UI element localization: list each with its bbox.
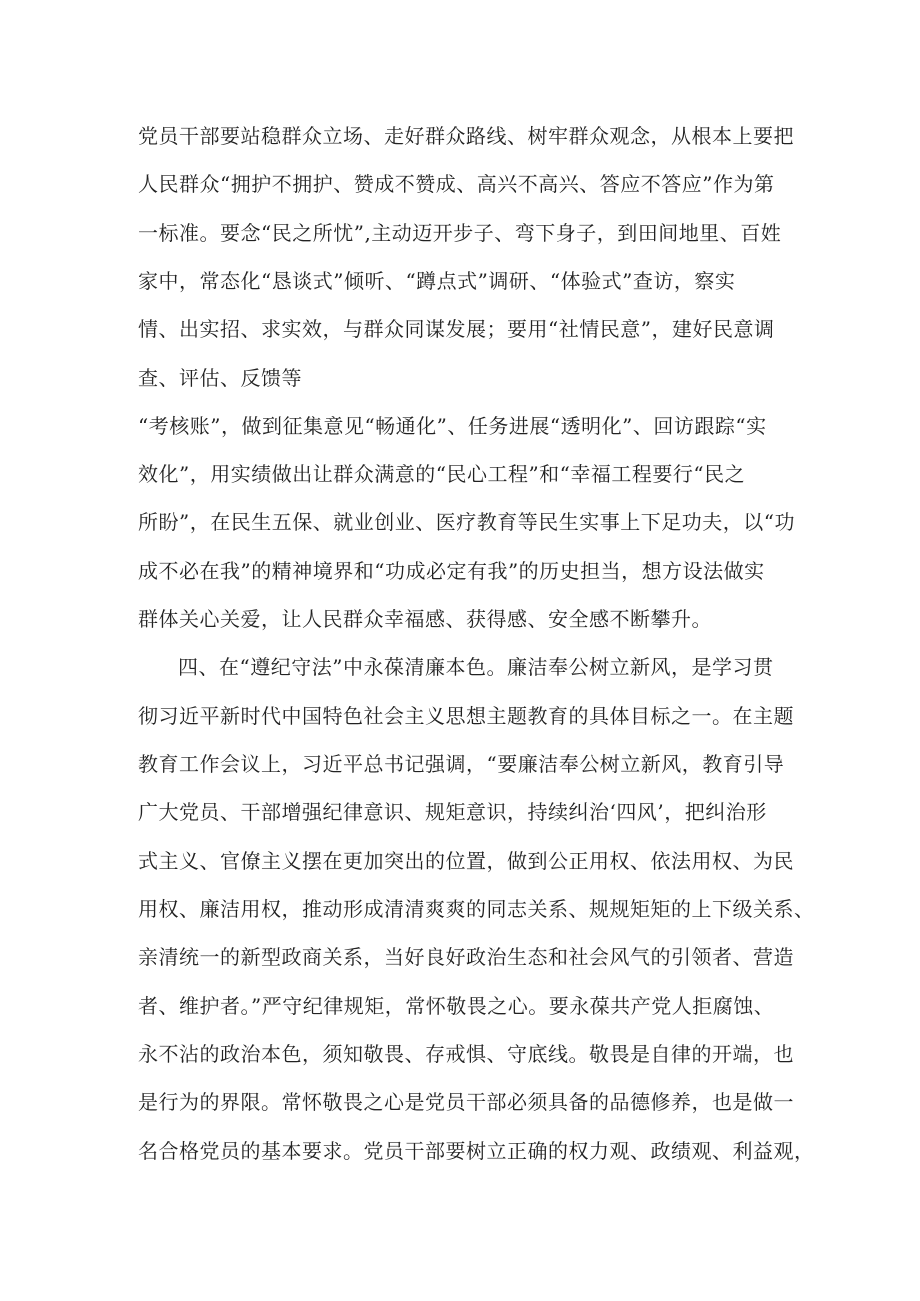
text-line: 成不必在我”的精神境界和“功成必定有我”的历史担当，想方设法做实 xyxy=(138,559,765,583)
text-line: 查、评估、反馈等 xyxy=(138,366,302,390)
text-line: 永不沾的政治本色，须知敬畏、存戒惧、守底线。敬畏是自律的开端，也 xyxy=(138,1042,794,1066)
text-line: 家中，常态化“恳谈式”倾听、“蹲点式”调研、“体验式”查访，察实 xyxy=(138,269,736,293)
text-line: 党员干部要站稳群众立场、走好群众路线、树牢群众观念，从根本上要把 xyxy=(138,124,794,148)
text-line: 人民群众“拥护不拥护、赞成不赞成、高兴不高兴、答应不答应”作为第 xyxy=(138,172,775,196)
paragraph-start-line: 四、在“遵纪守法”中永葆清廉本色。廉洁奉公树立新风，是学习贯 xyxy=(178,655,774,679)
text-line: 式主义、官僚主义摆在更加突出的位置，做到公正用权、依法用权、为民 xyxy=(138,849,794,873)
text-line: “考核账”，做到征集意见“畅通化”、任务进展“透明化”、回访跟踪“实 xyxy=(138,414,767,438)
text-line: 彻习近平新时代中国特色社会主义思想主题教育的具体目标之一。在主题 xyxy=(138,704,794,728)
text-line: 者、维护者。”严守纪律规矩，常怀敬畏之心。要永葆共产党人拒腐蚀、 xyxy=(138,994,775,1018)
text-line: 所盼”，在民生五保、就业创业、医疗教育等民生实事上下足功夫，以“功 xyxy=(138,510,795,534)
text-line: 广大党员、干部增强纪律意识、规矩意识，持续纠治‘四风’，把纠治形 xyxy=(138,800,767,824)
text-line: 群体关心关爱，让人民群众幸福感、获得感、安全感不断攀升。 xyxy=(138,607,712,631)
text-line: 是行为的界限。常怀敬畏之心是党员干部必须具备的品德修养，也是做一 xyxy=(138,1090,794,1114)
text-line: 用权、廉洁用权，推动形成清清爽爽的同志关系、规规矩矩的上下级关系、 xyxy=(138,897,815,921)
text-line: 情、出实招、求实效，与群众同谋发展；要用“社情民意”，建好民意调 xyxy=(138,317,775,341)
text-line: 名合格党员的基本要求。党员干部要树立正确的权力观、政绩观、利益观， xyxy=(138,1139,815,1163)
text-line: 一标准。要念“民之所忧”,主动迈开步子、弯下身子，到田间地里、百姓 xyxy=(138,221,782,245)
text-line: 亲清统一的新型政商关系，当好良好政治生态和社会风气的引领者、营造 xyxy=(138,945,794,969)
text-line: 教育工作会议上，习近平总书记强调，“要廉洁奉公树立新风，教育引导 xyxy=(138,752,785,776)
text-line: 效化”，用实绩做出让群众满意的“民心工程”和“幸福工程要行“民之 xyxy=(138,462,746,486)
